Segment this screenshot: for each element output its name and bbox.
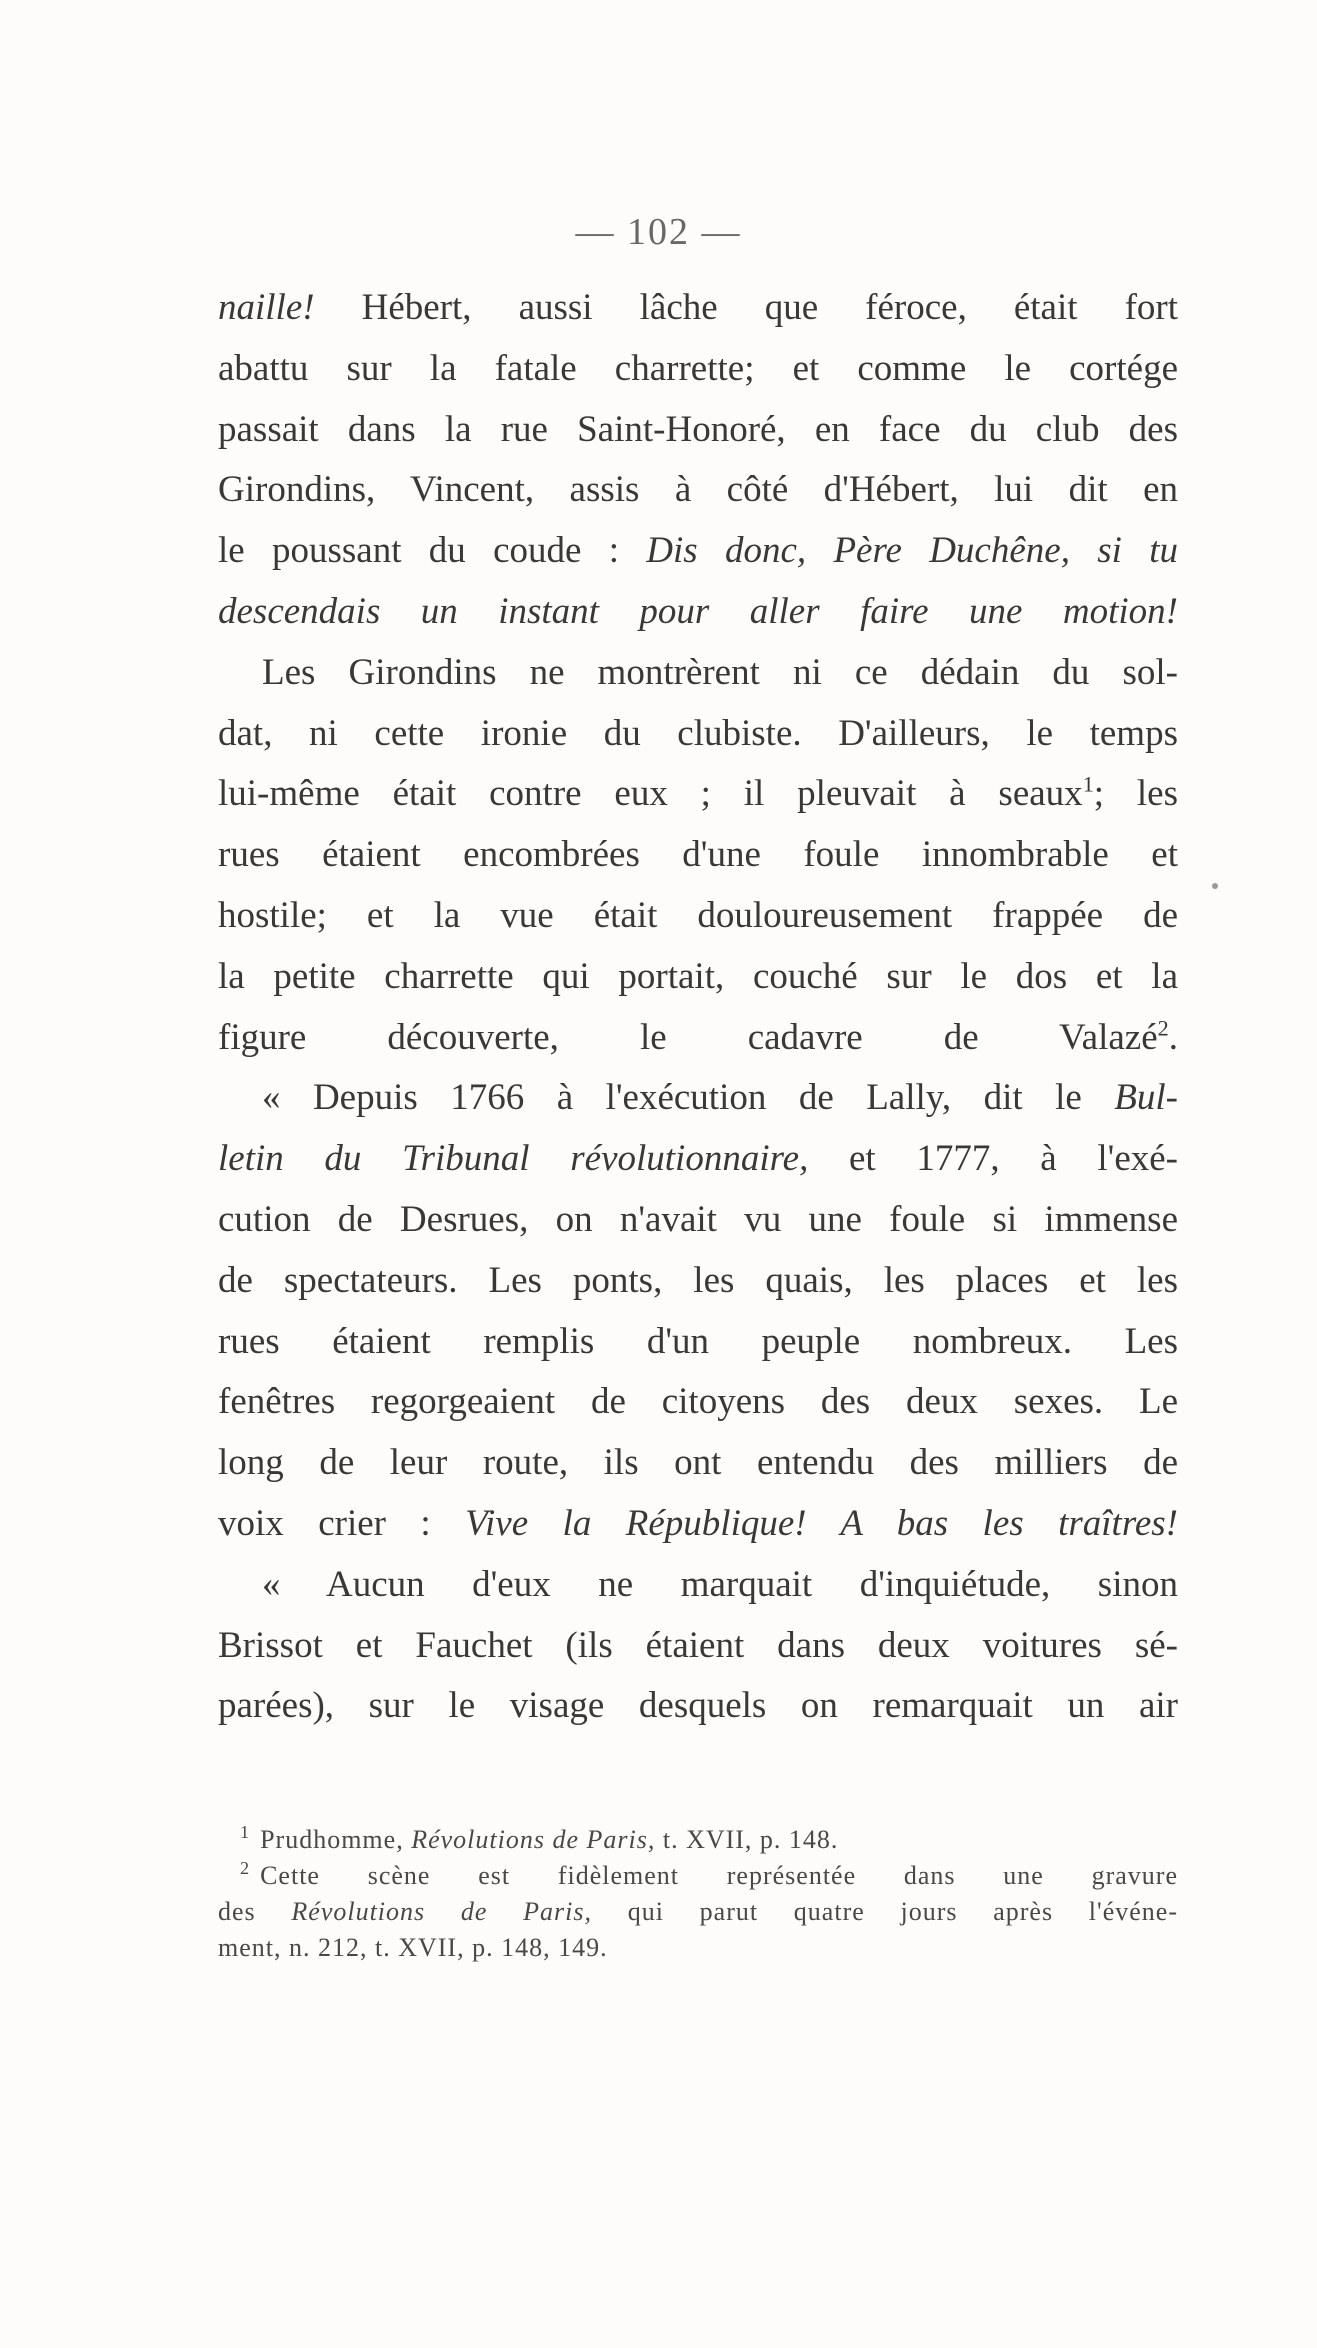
text-line bbox=[218, 1616, 1178, 1677]
text-line bbox=[218, 947, 1178, 1008]
text-segment: fenêtres regorgeaient de citoyens des deux sexes. Le bbox=[218, 1381, 1178, 1423]
footnote-line bbox=[218, 1894, 1178, 1930]
text-segment: « Depuis 1766 à l'exécution de Lally, dit le bbox=[262, 1077, 1115, 1119]
footnote-line bbox=[218, 1930, 1178, 1966]
text-line bbox=[218, 339, 1178, 400]
text-segment: dat, ni cette ironie du clubiste. D'ailleurs, le temps bbox=[218, 712, 1178, 754]
text-segment: abattu sur la fatale charrette; et comme le cortége bbox=[218, 347, 1178, 389]
italic-text: Bul- bbox=[1114, 1077, 1178, 1119]
footnote-number: 1 bbox=[240, 1822, 251, 1843]
footnote-ref: 2 bbox=[1157, 1015, 1169, 1041]
footnote-number: 2 bbox=[240, 1858, 251, 1879]
text-line bbox=[218, 460, 1178, 521]
text-line bbox=[218, 1008, 1178, 1069]
text-segment: des bbox=[218, 1897, 292, 1926]
margin-mark bbox=[1212, 883, 1218, 889]
text-segment: ment, n. 212, t. XVII, p. 148, 149. bbox=[218, 1933, 608, 1962]
text-line bbox=[218, 1251, 1178, 1312]
text-segment: le poussant du coude : bbox=[218, 530, 647, 572]
text-segment: passait dans la rue Saint-Honoré, en face du club des bbox=[218, 408, 1178, 450]
text-line bbox=[218, 278, 1178, 339]
text-segment: cution de Desrues, on n'avait vu une foule si immense bbox=[218, 1198, 1178, 1240]
text-segment: Les Girondins ne montrèrent ni ce dédain du sol- bbox=[262, 651, 1178, 693]
text-line bbox=[218, 1494, 1178, 1555]
text-segment: rues étaient remplis d'un peuple nombreux. Les bbox=[218, 1320, 1178, 1362]
text-line bbox=[218, 886, 1178, 947]
text-line bbox=[218, 1129, 1178, 1190]
text-line bbox=[218, 643, 1178, 704]
italic-text: naille! bbox=[218, 287, 315, 328]
text-segment: Cette scène est fidèlement représentée dans une gravure bbox=[260, 1861, 1178, 1890]
text-segment: figure découverte, le cadavre de Valazé bbox=[218, 1016, 1158, 1058]
italic-text: Révolutions de Paris, bbox=[411, 1825, 656, 1854]
text-line bbox=[218, 400, 1178, 461]
italic-text: letin du Tribunal révolutionnaire, bbox=[218, 1138, 809, 1180]
text-segment: rues étaient encombrées d'une foule innombrable et bbox=[218, 834, 1178, 876]
text-line bbox=[218, 1433, 1178, 1494]
text-segment: qui parut quatre jours après l'événe- bbox=[591, 1897, 1178, 1926]
text-segment: parées), sur le visage desquels on remarquait un air bbox=[218, 1685, 1178, 1727]
text-segment: voix crier : bbox=[218, 1502, 466, 1544]
text-line bbox=[218, 704, 1178, 765]
text-segment: long de leur route, ils ont entendu des milliers de bbox=[218, 1442, 1178, 1484]
text-segment: la petite charrette qui portait, couché sur le dos et la bbox=[218, 955, 1178, 997]
text-segment: Prudhomme, bbox=[260, 1825, 412, 1854]
footnote-line bbox=[218, 1822, 1178, 1858]
text-segment: Brissot et Fauchet (ils étaient dans deux voitures sé- bbox=[218, 1624, 1178, 1666]
text-segment: et 1777, à l'exé- bbox=[808, 1138, 1178, 1180]
italic-text: Révolutions de Paris, bbox=[291, 1897, 592, 1926]
text-segment: hostile; et la vue était douloureusement frappée de bbox=[218, 894, 1178, 936]
text-segment: t. XVII, p. 148. bbox=[655, 1825, 839, 1854]
italic-text: Vive la République! A bas les traîtres! bbox=[465, 1502, 1178, 1544]
text-line bbox=[218, 582, 1178, 643]
text-line bbox=[218, 521, 1178, 582]
text-line bbox=[218, 1555, 1178, 1616]
text-segment: ; les bbox=[1093, 773, 1178, 815]
text-line bbox=[218, 825, 1178, 886]
text-line bbox=[218, 1068, 1178, 1129]
text-line bbox=[218, 1312, 1178, 1373]
text-line bbox=[218, 1372, 1178, 1433]
text-segment: de spectateurs. Les ponts, les quais, les places et les bbox=[218, 1259, 1178, 1301]
text-segment: Hébert, aussi lâche que féroce, était fort bbox=[314, 287, 1178, 328]
text-line bbox=[218, 1190, 1178, 1251]
italic-text: Dis donc, Père Duchêne, si tu bbox=[646, 530, 1178, 572]
footnote-line bbox=[218, 1858, 1178, 1894]
body-text bbox=[218, 278, 1178, 1737]
text-segment: Girondins, Vincent, assis à côté d'Hébert, lui dit en bbox=[218, 469, 1178, 511]
text-line bbox=[218, 764, 1178, 825]
text-segment: . bbox=[1168, 1016, 1178, 1058]
text-segment: « Aucun d'eux ne marquait d'inquiétude, sinon bbox=[262, 1563, 1178, 1605]
footnotes bbox=[218, 1822, 1178, 1966]
text-line bbox=[218, 1676, 1178, 1737]
page-number: — 102 — bbox=[575, 211, 742, 253]
italic-text: descendais un instant pour aller faire une motion! bbox=[218, 590, 1178, 632]
footnote-ref: 1 bbox=[1082, 772, 1094, 798]
text-segment: lui-même était contre eux ; il pleuvait à seaux bbox=[218, 773, 1083, 815]
